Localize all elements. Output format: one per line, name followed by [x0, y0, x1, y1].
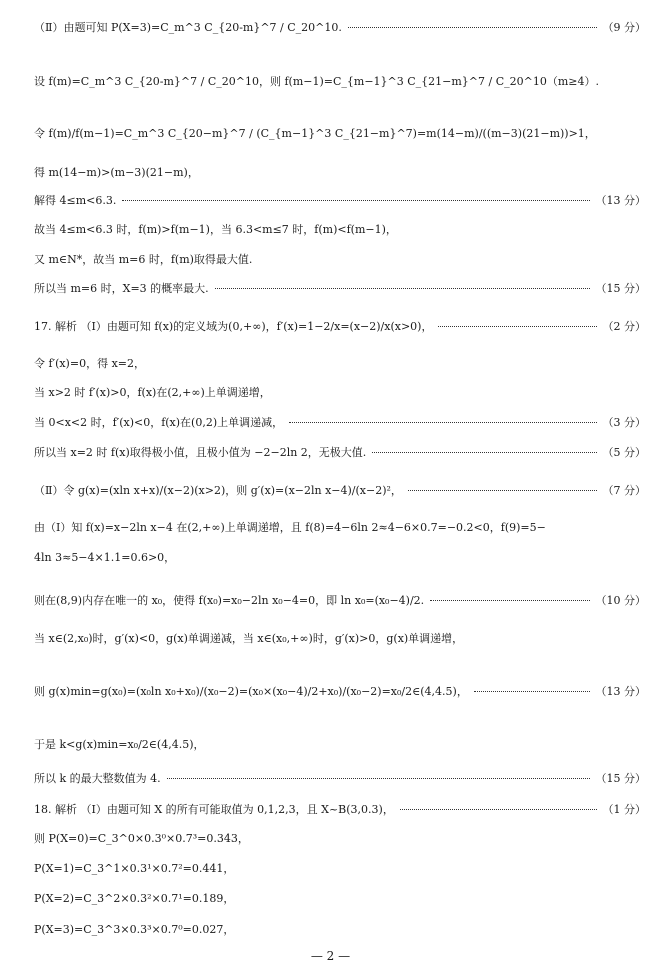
solution-text: 17. 解析 （Ⅰ）由题可知 f(x)的定义域为(0,+∞)，f′(x)=1−2/x=(x−2)/x(x>0)， [34, 320, 433, 333]
solution-line [34, 859, 646, 877]
solution-line [34, 191, 646, 209]
solution-line [34, 889, 646, 907]
score-label: （2 分） [602, 320, 646, 333]
solution-line [34, 769, 646, 787]
solution-text: 由（Ⅰ）知 f(x)=x−2ln x−4 在(2,+∞)上单调递增，且 f(8)=4−6ln 2≈4−6×0.7=−0.2<0，f(9)=5− [34, 521, 546, 534]
dot-leader [289, 421, 596, 423]
dot-leader [400, 808, 597, 810]
dot-leader [474, 690, 590, 692]
score-label: （1 分） [602, 803, 646, 816]
solution-line [34, 591, 646, 609]
solution-line [34, 829, 646, 847]
page-number: — 2 — [310, 949, 351, 963]
solution-text: 故当 4≤m<6.3 时，f(m)>f(m−1)，当 6.3<m≤7 时，f(m)<f(m−1)， [34, 223, 397, 236]
score-label: （15 分） [595, 282, 646, 295]
solution-text: P(X=1)=C_3^1×0.3¹×0.7²=0.441， [34, 862, 235, 875]
solution-text: 所以当 x=2 时 f(x)取得极小值，且极小值为 −2−2ln 2，无极大值. [34, 446, 367, 459]
solution-text: P(X=2)=C_3^2×0.3²×0.7¹=0.189， [34, 892, 235, 905]
solution-line [34, 220, 646, 238]
solution-line [34, 354, 646, 372]
solution-text: 当 x∈(2,x₀)时，g′(x)<0，g(x)单调递减，当 x∈(x₀,+∞)时，g′(x)>0，g(x)单调递增， [34, 632, 464, 645]
score-label: （9 分） [602, 21, 646, 34]
dot-leader [430, 599, 589, 601]
solution-line [34, 481, 646, 499]
solution-line [34, 800, 646, 818]
solution-text: P(X=3)=C_3^3×0.3³×0.7⁰=0.027， [34, 923, 235, 936]
solution-line [34, 548, 646, 566]
dot-leader [438, 325, 596, 327]
solution-text: 则 g(x)min=g(x₀)=(x₀ln x₀+x₀)/(x₀−2)=(x₀×(x₀−4)/2+x₀)/(x₀−2)=x₀/2∈(4,4.5)， [34, 685, 468, 698]
score-label: （13 分） [595, 685, 646, 698]
solution-text: 设 f(m)=C_m^3 C_{20-m}^7 / C_20^10，则 f(m−1)=C_{m−1}^3 C_{21−m}^7 / C_20^10（m≥4）. [34, 75, 599, 88]
solution-text: 则在(8,9)内存在唯一的 x₀，使得 f(x₀)=x₀−2ln x₀−4=0，即 ln x₀=(x₀−4)/2. [34, 594, 425, 607]
solution-line [34, 629, 646, 647]
score-label: （7 分） [602, 484, 646, 497]
score-label: （13 分） [595, 194, 646, 207]
solution-text: 令 f(m)/f(m−1)=C_m^3 C_{20−m}^7 / (C_{m−1}^3 C_{21−m}^7)=m(14−m)/((m−3)(21−m))>1， [34, 127, 596, 140]
solution-line [34, 920, 646, 938]
solution-line [34, 72, 646, 90]
solution-line [34, 124, 646, 142]
solution-line [34, 250, 646, 268]
dot-leader [348, 26, 597, 28]
solution-text: 解得 4≤m<6.3. [34, 194, 117, 207]
solution-line [34, 163, 646, 181]
solution-line [34, 18, 646, 36]
solution-text: （Ⅱ）由题可知 P(X=3)=C_m^3 C_{20-m}^7 / C_20^10. [34, 21, 342, 34]
solution-line [34, 518, 646, 536]
dot-leader [408, 489, 597, 491]
solution-text: 则 P(X=0)=C_3^0×0.3⁰×0.7³=0.343， [34, 832, 249, 845]
solution-text: 所以 k 的最大整数值为 4. [34, 772, 161, 785]
solution-text: 又 m∈N*，故当 m=6 时，f(m)取得最大值. [34, 253, 253, 266]
solution-line [34, 443, 646, 461]
dot-leader [167, 777, 590, 779]
score-label: （5 分） [602, 446, 646, 459]
solution-line [34, 735, 646, 753]
solution-text: 4ln 3≈5−4×1.1=0.6>0， [34, 551, 176, 564]
solution-line [34, 279, 646, 297]
solution-text: 当 0<x<2 时，f′(x)<0，f(x)在(0,2)上单调递减， [34, 416, 284, 429]
dot-leader [122, 199, 589, 201]
solution-line [34, 682, 646, 700]
score-label: （10 分） [595, 594, 646, 607]
solution-line [34, 383, 646, 401]
score-label: （3 分） [602, 416, 646, 429]
solution-text: 18. 解析 （Ⅰ）由题可知 X 的所有可能取值为 0,1,2,3，且 X~B(3,0.3)， [34, 803, 394, 816]
solution-text: 于是 k<g(x)min=x₀/2∈(4,4.5)， [34, 738, 205, 751]
dot-leader [215, 287, 590, 289]
solution-line [34, 317, 646, 335]
solution-text: 所以当 m=6 时，X=3 的概率最大. [34, 282, 209, 295]
solution-text: 当 x>2 时 f′(x)>0，f(x)在(2,+∞)上单调递增， [34, 386, 271, 399]
solution-text: （Ⅱ）令 g(x)=(xln x+x)/(x−2)(x>2)，则 g′(x)=(x−2ln x−4)/(x−2)²， [34, 484, 402, 497]
solution-text: 得 m(14−m)>(m−3)(21−m)， [34, 166, 199, 179]
dot-leader [372, 451, 596, 453]
solution-text: 令 f′(x)=0，得 x=2， [34, 357, 145, 370]
solution-line [34, 413, 646, 431]
score-label: （15 分） [595, 772, 646, 785]
